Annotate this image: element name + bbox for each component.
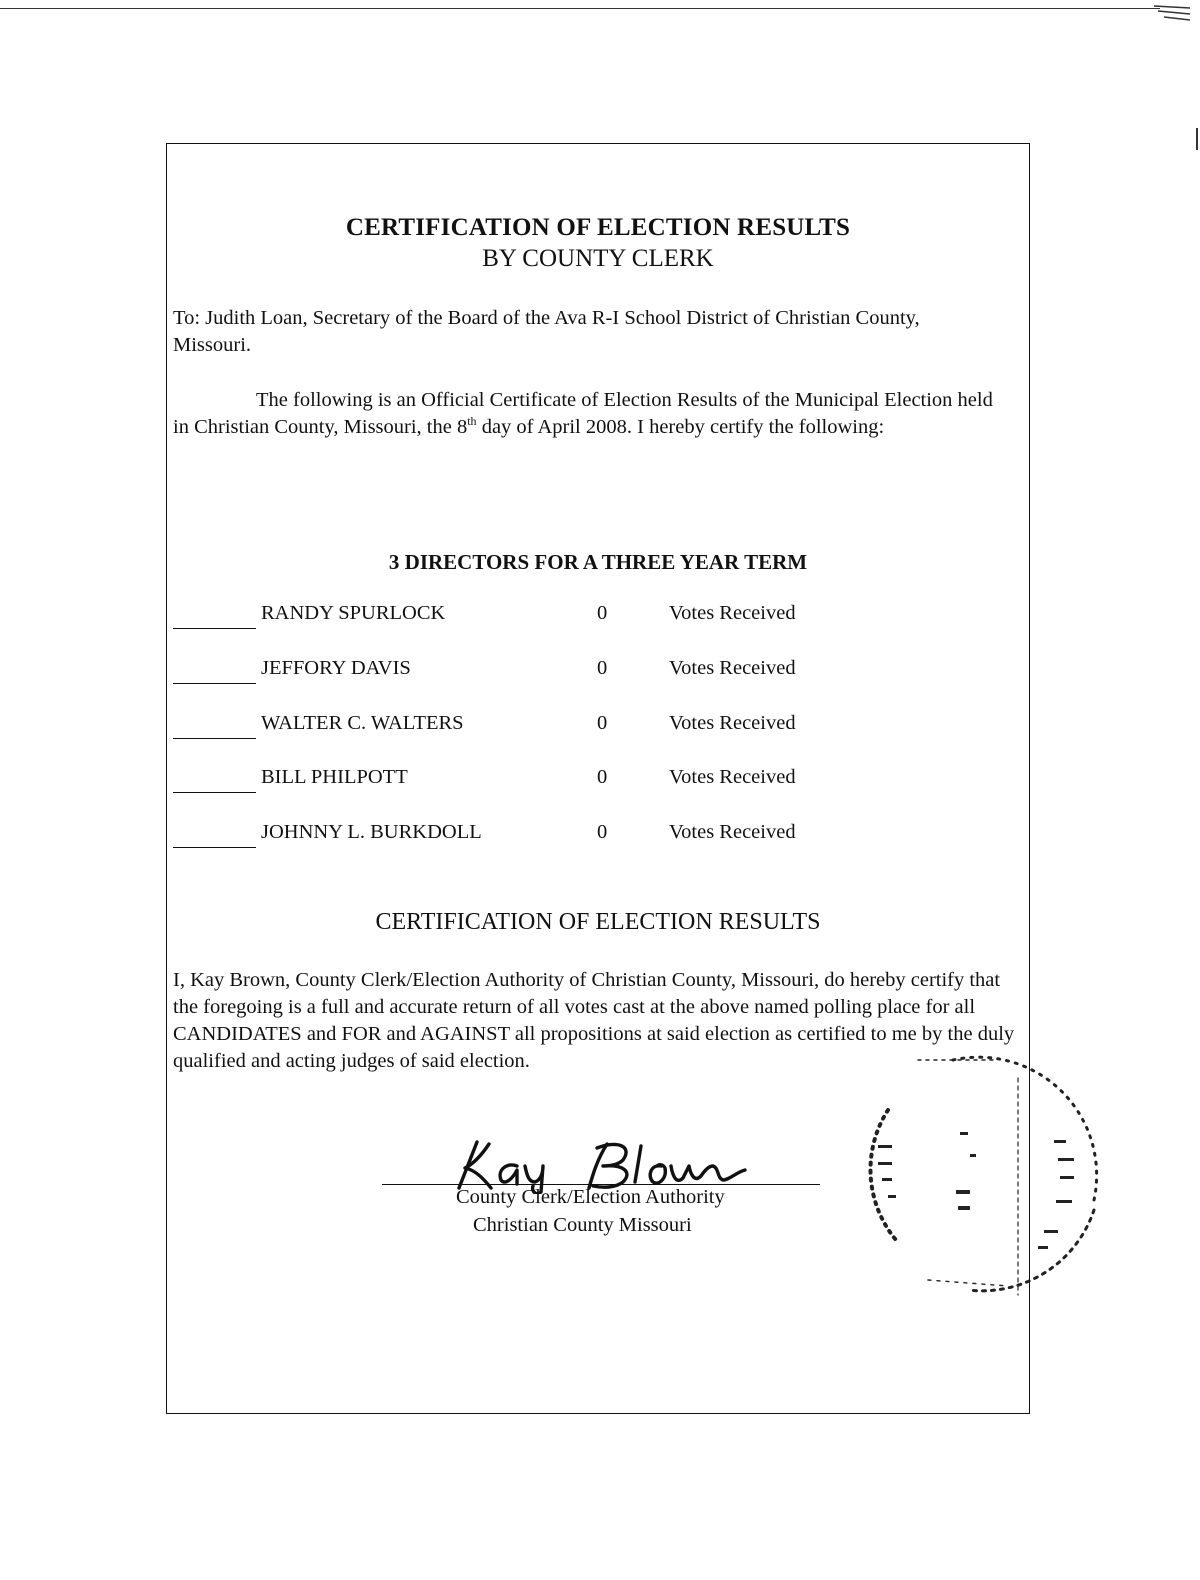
votes-received-label: Votes Received [669,712,796,734]
candidate-blank-line [173,738,256,739]
scan-edge-mark [1196,128,1198,150]
votes-received-label: Votes Received [669,821,796,843]
candidate-votes: 0 [597,712,608,734]
candidate-name: BILL PHILPOTT [261,766,408,788]
page-fold-mark-icon [1152,2,1192,24]
candidate-row [167,602,1029,632]
candidate-row [167,712,1029,742]
candidate-blank-line [173,683,256,684]
candidate-row [167,657,1029,687]
addressee-paragraph: To: Judith Loan, Secretary of the Board of the Ava R-I School District of Christian County, Missouri. [173,307,920,356]
intro-text-start: The following is an Official Certificate of Election Results of the Municipal Election held in Christian County, Missouri, the 8 [173,389,993,438]
candidate-votes: 0 [597,821,608,843]
intro-ordinal-suffix: th [467,414,477,429]
certification-heading: CERTIFICATION OF ELECTION RESULTS [375,909,821,935]
scan-edge-line [0,8,1160,9]
certification-paragraph: I, Kay Brown, County Clerk/Election Authority of Christian County, Missouri, do hereby certify that the foregoing is a full and accurate return of all votes cast at the above named polling place for all CANDIDATES and FOR and AGAINST all propositions at said election as certified to me by the duly qualified and acting judges of said election. [173,969,1015,1072]
signature-county: Christian County Missouri [473,1214,692,1236]
candidate-votes: 0 [597,766,608,788]
votes-received-label: Votes Received [669,657,796,679]
votes-received-label: Votes Received [669,766,796,788]
intro-text-end: day of April 2008. I hereby certify the following: [476,416,885,438]
candidate-name: JOHNNY L. BURKDOLL [261,821,482,843]
candidate-name: WALTER C. WALTERS [261,712,464,734]
candidate-row [167,821,1029,851]
candidate-votes: 0 [597,602,608,624]
county-seal-icon [848,1050,1108,1300]
signature-title: County Clerk/Election Authority [456,1186,725,1208]
candidate-blank-line [173,792,256,793]
race-heading: 3 DIRECTORS FOR A THREE YEAR TERM [388,550,808,574]
intro-paragraph [173,387,993,441]
candidate-name: JEFFORY DAVIS [261,657,411,679]
candidate-votes: 0 [597,657,608,679]
votes-received-label: Votes Received [669,602,796,624]
candidate-row [167,766,1029,796]
candidate-name: RANDY SPURLOCK [261,602,446,624]
handwritten-signature-icon [447,1132,777,1194]
candidate-blank-line [173,847,256,848]
candidate-blank-line [173,628,256,629]
certificate-subtitle: BY COUNTY CLERK [482,245,714,272]
certificate-title: CERTIFICATION OF ELECTION RESULTS [345,214,851,241]
